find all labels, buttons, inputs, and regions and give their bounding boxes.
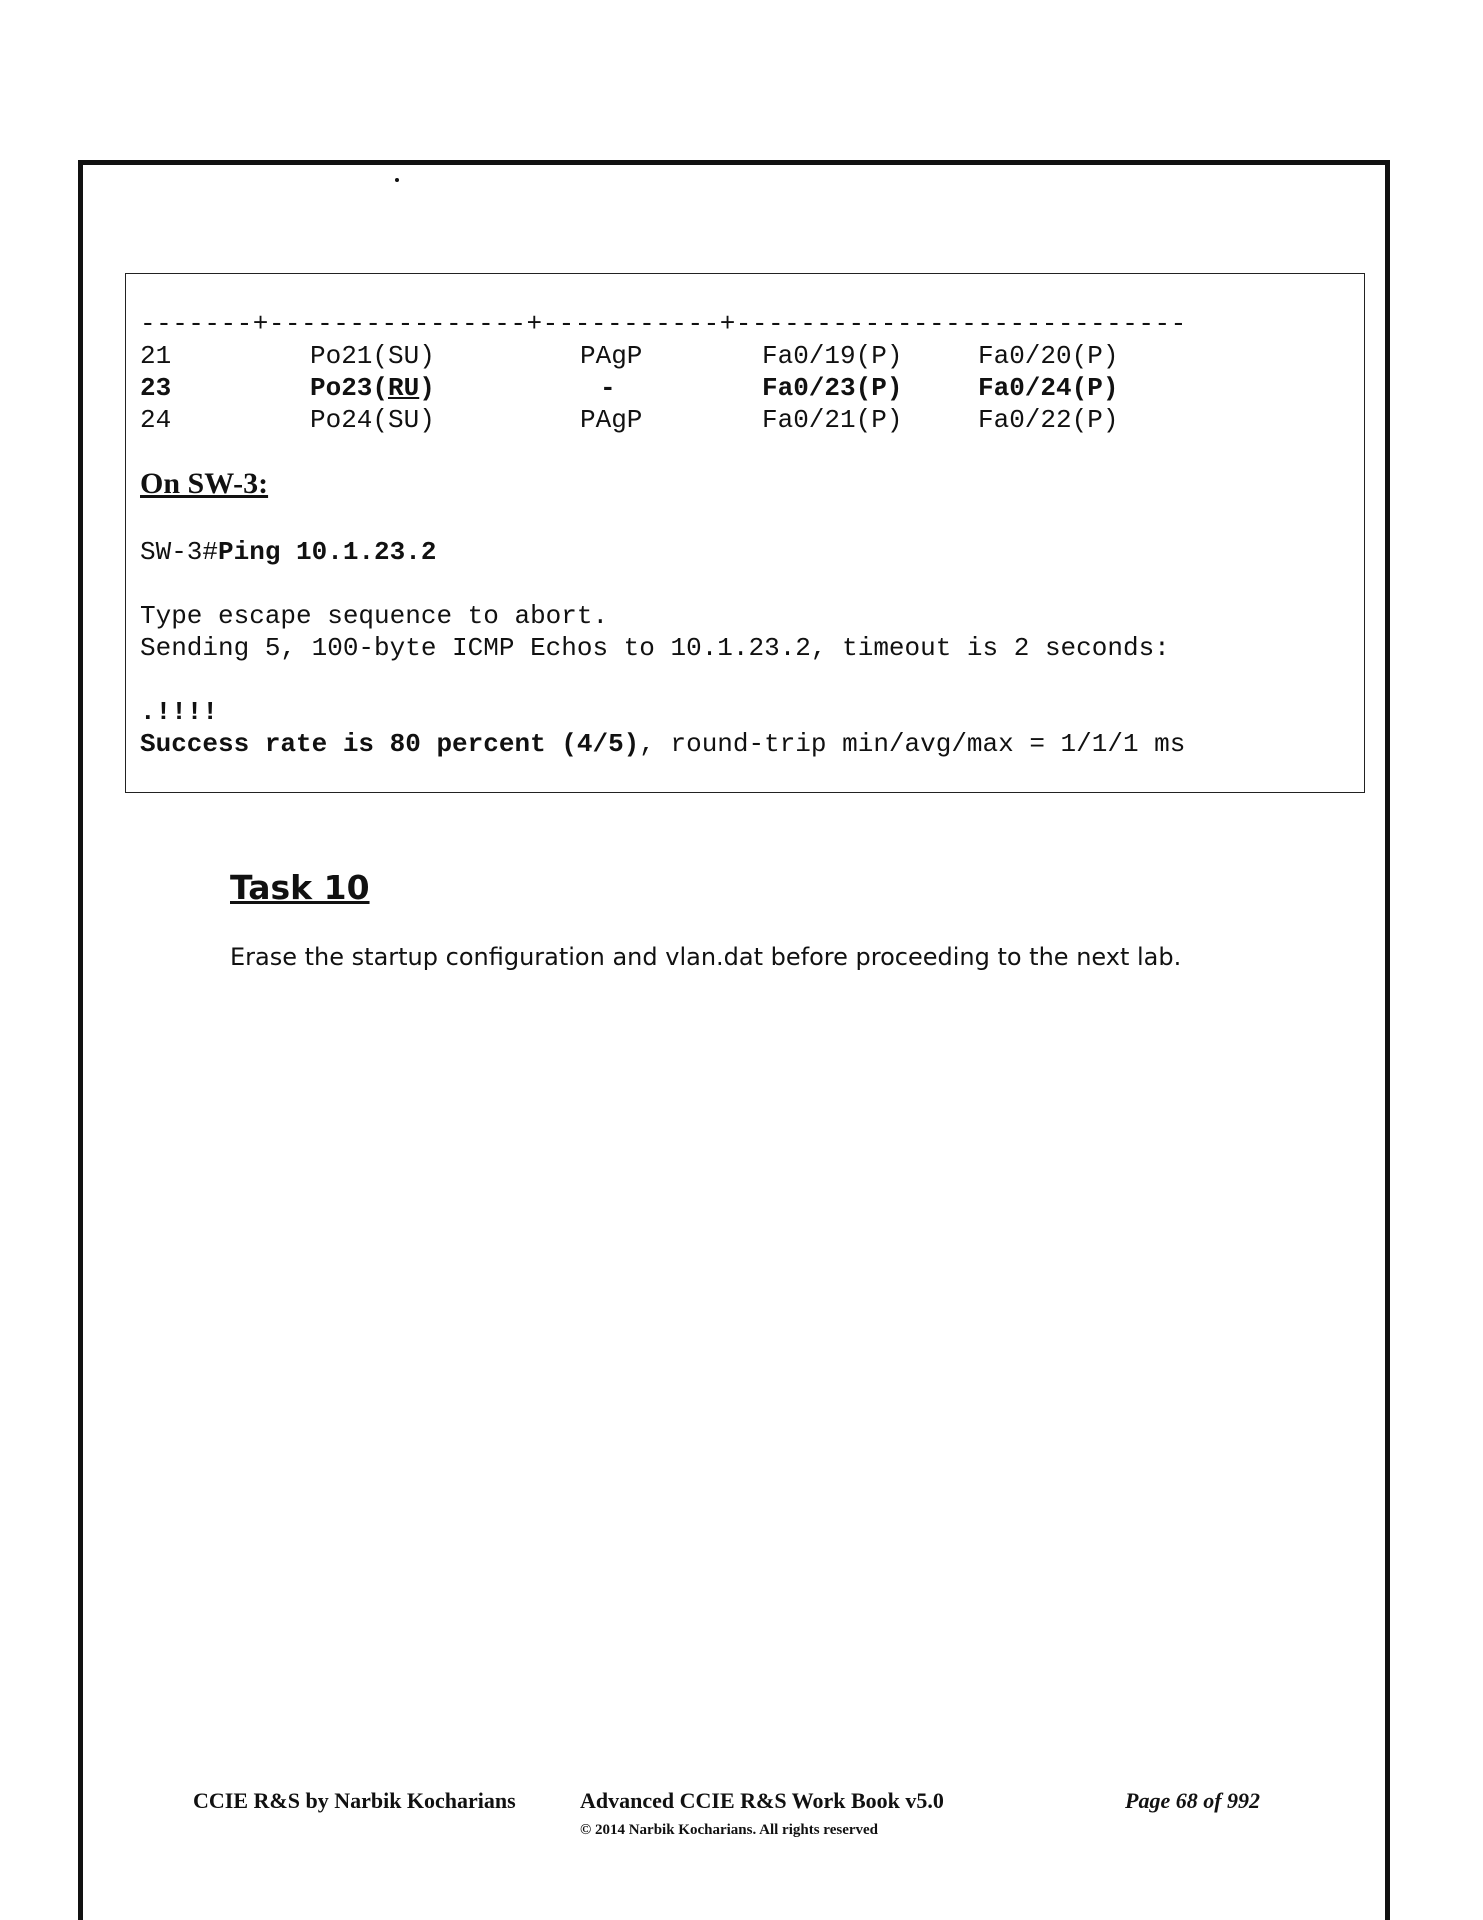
port-channel-suffix: ) <box>419 373 435 403</box>
port-channel-cell <box>310 372 435 404</box>
task-title: Task 10 <box>230 868 370 907</box>
stray-dot <box>395 178 399 182</box>
port-cell: Fa0/21(P) <box>762 405 903 435</box>
group-cell: 23 <box>140 373 172 403</box>
table-row <box>140 404 1340 436</box>
footer-book-title: Advanced CCIE R&S Work Book v5.0 <box>580 1788 944 1813</box>
table-row <box>140 340 1340 372</box>
sending-line: Sending 5, 100-byte ICMP Echos to 10.1.23.2, timeout is 2 seconds: <box>140 633 1170 663</box>
code-output-box <box>125 273 1365 793</box>
port-cell: Fa0/22(P) <box>978 405 1119 435</box>
table-row-highlighted <box>140 372 1340 404</box>
section-heading: On SW-3: <box>140 467 269 500</box>
footer-page-number: Page 68 of 992 <box>1125 1788 1261 1813</box>
protocol-cell: - <box>600 373 616 403</box>
port-channel-cell: Po21(SU) <box>310 341 435 371</box>
port-cell: Fa0/20(P) <box>978 341 1119 371</box>
port-channel-flag: RU <box>388 373 420 403</box>
cli-command: Ping 10.1.23.2 <box>218 537 437 567</box>
port-channel-cell: Po24(SU) <box>310 405 435 435</box>
escape-line: Type escape sequence to abort. <box>140 601 609 631</box>
ping-command-line <box>140 536 436 568</box>
cli-prompt: SW-3# <box>140 537 219 567</box>
group-cell: 21 <box>140 341 172 371</box>
port-cell: Fa0/19(P) <box>762 341 903 371</box>
port-channel-prefix: Po23( <box>310 373 389 403</box>
ping-result-marks: .!!!! <box>140 697 219 727</box>
protocol-cell: PAgP <box>580 405 643 435</box>
table-separator: -------+----------------+-----------+---------------------------- <box>140 309 1187 339</box>
success-rate: Success rate is 80 percent (4/5) <box>140 729 640 759</box>
port-cell: Fa0/24(P) <box>978 373 1119 403</box>
success-line <box>140 728 1185 760</box>
group-cell: 24 <box>140 405 172 435</box>
task-description: Erase the startup configuration and vlan.dat before proceeding to the next lab. <box>230 943 1182 971</box>
footer-author: CCIE R&S by Narbik Kocharians <box>193 1788 516 1813</box>
port-cell: Fa0/23(P) <box>762 373 903 403</box>
footer-copyright: © 2014 Narbik Kocharians. All rights reserved <box>580 1822 879 1838</box>
protocol-cell: PAgP <box>580 341 643 371</box>
round-trip: , round-trip min/avg/max = 1/1/1 ms <box>639 729 1186 759</box>
